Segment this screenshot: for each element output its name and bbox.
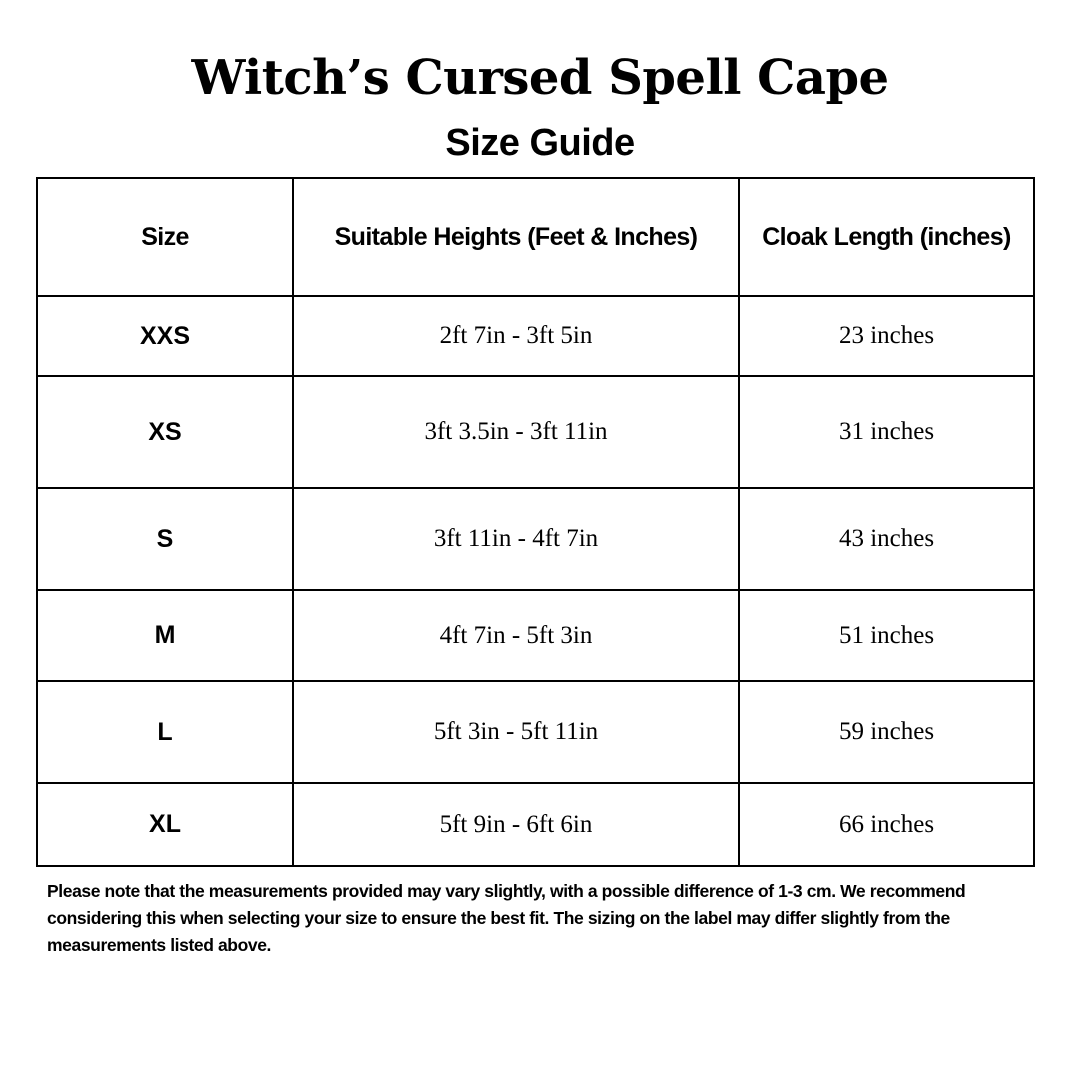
heights-cell: 4ft 7in - 5ft 3in <box>293 590 739 681</box>
size-cell: XS <box>37 376 293 488</box>
page-subtitle: Size Guide <box>445 122 635 164</box>
length-cell: 23 inches <box>739 296 1034 376</box>
heights-cell: 2ft 7in - 3ft 5in <box>293 296 739 376</box>
size-cell: XXS <box>37 296 293 376</box>
size-cell: L <box>37 681 293 783</box>
table-header-row <box>37 178 1034 296</box>
size-cell: XL <box>37 783 293 866</box>
heights-cell: 5ft 3in - 5ft 11in <box>293 681 739 783</box>
table-row <box>37 376 1034 488</box>
length-cell: 51 inches <box>739 590 1034 681</box>
table-row <box>37 488 1034 590</box>
length-cell: 31 inches <box>739 376 1034 488</box>
page-title: Witch’s Cursed Spell Cape <box>191 50 889 106</box>
length-cell: 43 inches <box>739 488 1034 590</box>
table-row <box>37 590 1034 681</box>
table-row <box>37 783 1034 866</box>
table-row <box>37 681 1034 783</box>
header-size: Size <box>37 178 293 296</box>
size-guide-table <box>36 177 1035 867</box>
heights-cell: 5ft 9in - 6ft 6in <box>293 783 739 866</box>
heights-cell: 3ft 3.5in - 3ft 11in <box>293 376 739 488</box>
heights-cell: 3ft 11in - 4ft 7in <box>293 488 739 590</box>
size-cell: M <box>37 590 293 681</box>
header-suitable-heights: Suitable Heights (Feet & Inches) <box>293 178 739 296</box>
measurement-note: Please note that the measurements provided may vary slightly, with a possible difference of 1-3 cm. We recommend considering this when selecting your size to ensure the best fit. The sizing on the label may differ slightly from the measurements listed above. <box>47 881 966 955</box>
table-row <box>37 296 1034 376</box>
header-cloak-length: Cloak Length (inches) <box>739 178 1034 296</box>
length-cell: 59 inches <box>739 681 1034 783</box>
length-cell: 66 inches <box>739 783 1034 866</box>
size-cell: S <box>37 488 293 590</box>
